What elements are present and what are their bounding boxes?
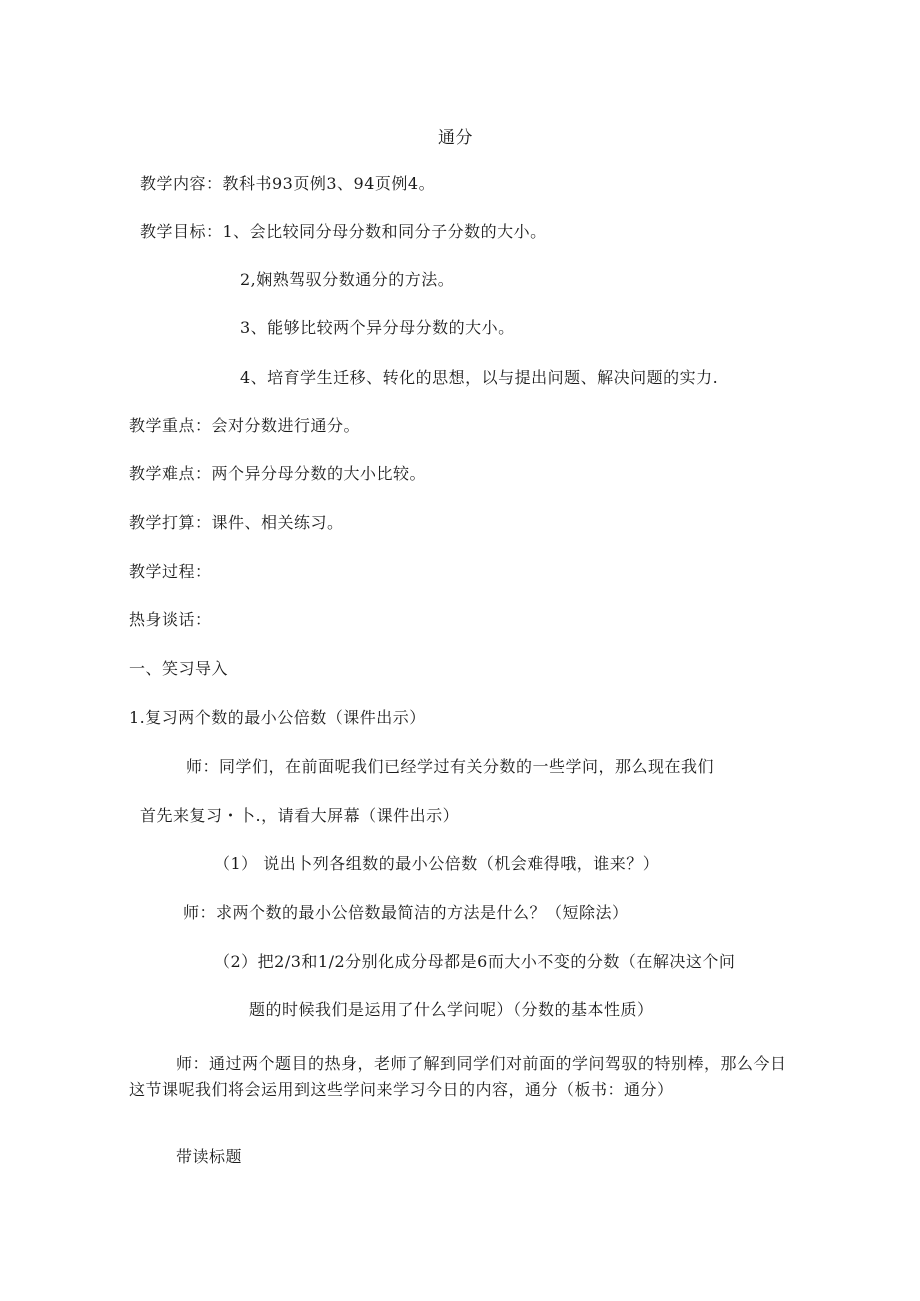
- question-2-line-a: （2）把2/3和1/2分别化成分母都是6而大小不变的分数（在解决这个问: [214, 952, 736, 971]
- section-1-heading: 一、笑习导入: [129, 659, 229, 678]
- teaching-goal-1: 教学目标：1、会比较同分母分数和同分子分数的大小。: [140, 222, 547, 241]
- teaching-content-line: 教学内容：教科书93页例3、94页例4。: [140, 174, 436, 193]
- teacher-paragraph-3: [129, 1051, 789, 1103]
- teaching-goal-3: 3、能够比较两个异分母分数的大小。: [240, 318, 515, 337]
- difficulty-line: 教学难点：两个异分母分数的大小比较。: [129, 464, 427, 483]
- teacher-line-1b: 首先来复习・卜.，请看大屏幕（课件出示）: [140, 806, 460, 825]
- key-point-line: 教学重点：会对分数进行通分。: [129, 416, 361, 435]
- teacher-line-1a: 师：同学们，在前面呢我们已经学过有关分数的一些学问，那么现在我们: [186, 757, 715, 776]
- teacher-line-2: 师：求两个数的最小公倍数最简洁的方法是什么？（短除法）: [183, 903, 629, 922]
- read-title-line: 带读标题: [176, 1147, 243, 1166]
- process-heading: 教学过程：: [129, 562, 212, 581]
- document-title: 通分: [438, 128, 473, 148]
- teaching-goal-2: 2,娴熟驾驭分数通分的方法。: [240, 270, 455, 289]
- question-1-line: （1） 说出卜列各组数的最小公倍数（机会难得哦，谁来？）: [214, 854, 660, 873]
- item-1-line: 1.复习两个数的最小公倍数（课件出示）: [129, 708, 426, 727]
- question-2-line-b: 题的时候我们是运用了什么学问呢）（分数的基本性质）: [249, 1000, 654, 1019]
- teacher-paragraph-3-text: 师：通过两个题目的热身，老师了解到同学们对前面的学问驾驭的特别棒，那么今日这节课呢我们将会运用到这些学问来学习今日的内容，通分（板书：通分）: [129, 1054, 787, 1099]
- warmup-heading: 热身谈话：: [129, 610, 212, 629]
- teaching-goal-4: 4、培育学生迁移、转化的思想，以与提出问题、解决问题的实力.: [240, 368, 719, 387]
- preparation-line: 教学打算：课件、相关练习。: [129, 513, 344, 532]
